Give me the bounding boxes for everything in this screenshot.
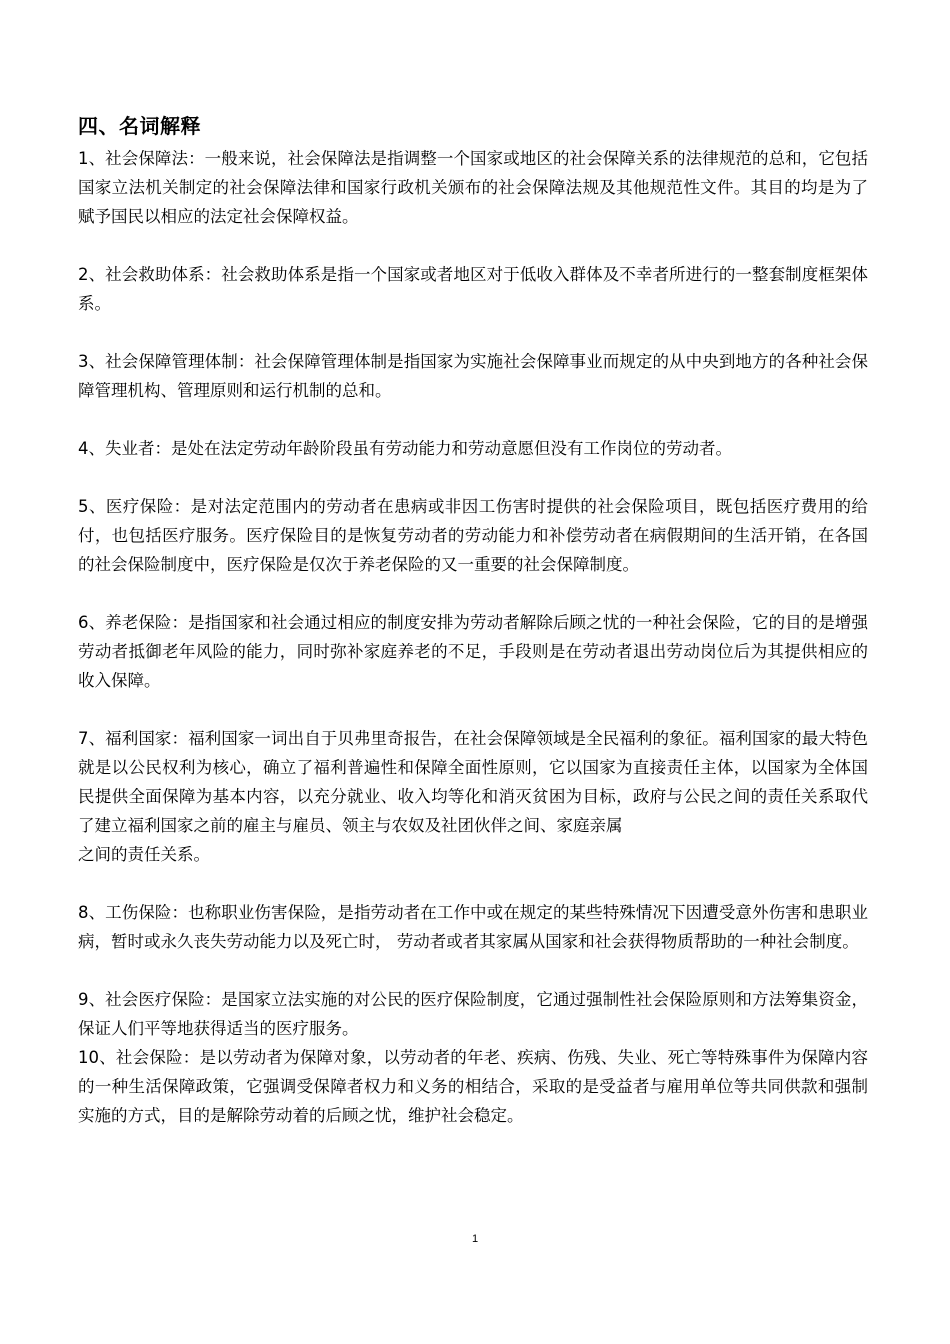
section-heading: 四、名词解释 (78, 114, 201, 138)
term-item-5: 5、医疗保险：是对法定范围内的劳动者在患病或非因工伤害时提供的社会保险项目，既包括医疗费用的给付，也包括医疗服务。医疗保险目的是恢复劳动者的劳动能力和补偿劳动者在病假期间的生活开销，在各国的社会保险制度中，医疗保险是仅次于养老保险的又一重要的社会保障制度。 (78, 497, 868, 574)
term-item-7: 7、福利国家：福利国家一词出自于贝弗里奇报告，在社会保障领域是全民福利的象征。福利国家的最大特色就是以公民权利为核心，确立了福利普遍性和保障全面性原则，它以国家为直接责任主体，以国家为全体国民提供全面保障为基本内容，以充分就业、收入均等化和消灭贫困为目标，政府与公民之间的责任关系取代了建立福利国家之前的雇主与雇员、领主与农奴及社团伙伴之间、家庭亲属 之间的责任关系。 (78, 729, 868, 864)
term-item-8: 8、工伤保险：也称职业伤害保险，是指劳动者在工作中或在规定的某些特殊情况下因遭受意外伤害和患职业病，暂时或永久丧失劳动能力以及死亡时， 劳动者或者其家属从国家和社会获得物质帮助的一种社会制度。 (78, 903, 868, 951)
term-item-4: 4、失业者：是处在法定劳动年龄阶段虽有劳动能力和劳动意愿但没有工作岗位的劳动者。 (78, 439, 732, 458)
term-item-1: 1、社会保障法：一般来说，社会保障法是指调整一个国家或地区的社会保障关系的法律规范的总和，它包括国家立法机关制定的社会保障法律和国家行政机关颁布的社会保障法规及其他规范性文件。其目的均是为了赋予国民以相应的法定社会保障权益。 (78, 149, 868, 226)
term-item-10: 10、社会保险：是以劳动者为保障对象，以劳动者的年老、疾病、伤残、失业、死亡等特殊事件为保障内容的一种生活保障政策，它强调受保障者权力和义务的相结合，采取的是受益者与雇用单位等共同供款和强制实施的方式，目的是解除劳动着的后顾之忧，维护社会稳定。 (78, 1048, 868, 1125)
term-item-9: 9、社会医疗保险：是国家立法实施的对公民的医疗保险制度，它通过强制性社会保险原则和方法筹集资金，保证人们平等地获得适当的医疗服务。 (78, 990, 868, 1038)
page-number: 1 (471, 1233, 479, 1245)
term-item-3: 3、社会保障管理体制：社会保障管理体制是指国家为实施社会保障事业而规定的从中央到地方的各种社会保障管理机构、管理原则和运行机制的总和。 (78, 352, 868, 400)
term-item-6: 6、养老保险：是指国家和社会通过相应的制度安排为劳动者解除后顾之忧的一种社会保险，它的目的是增强劳动者抵御老年风险的能力，同时弥补家庭养老的不足，手段则是在劳动者退出劳动岗位后为其提供相应的收入保障。 (78, 613, 868, 690)
term-item-2: 2、社会救助体系：社会救助体系是指一个国家或者地区对于低收入群体及不幸者所进行的一整套制度框架体系。 (78, 265, 868, 313)
page-content (78, 110, 868, 1130)
